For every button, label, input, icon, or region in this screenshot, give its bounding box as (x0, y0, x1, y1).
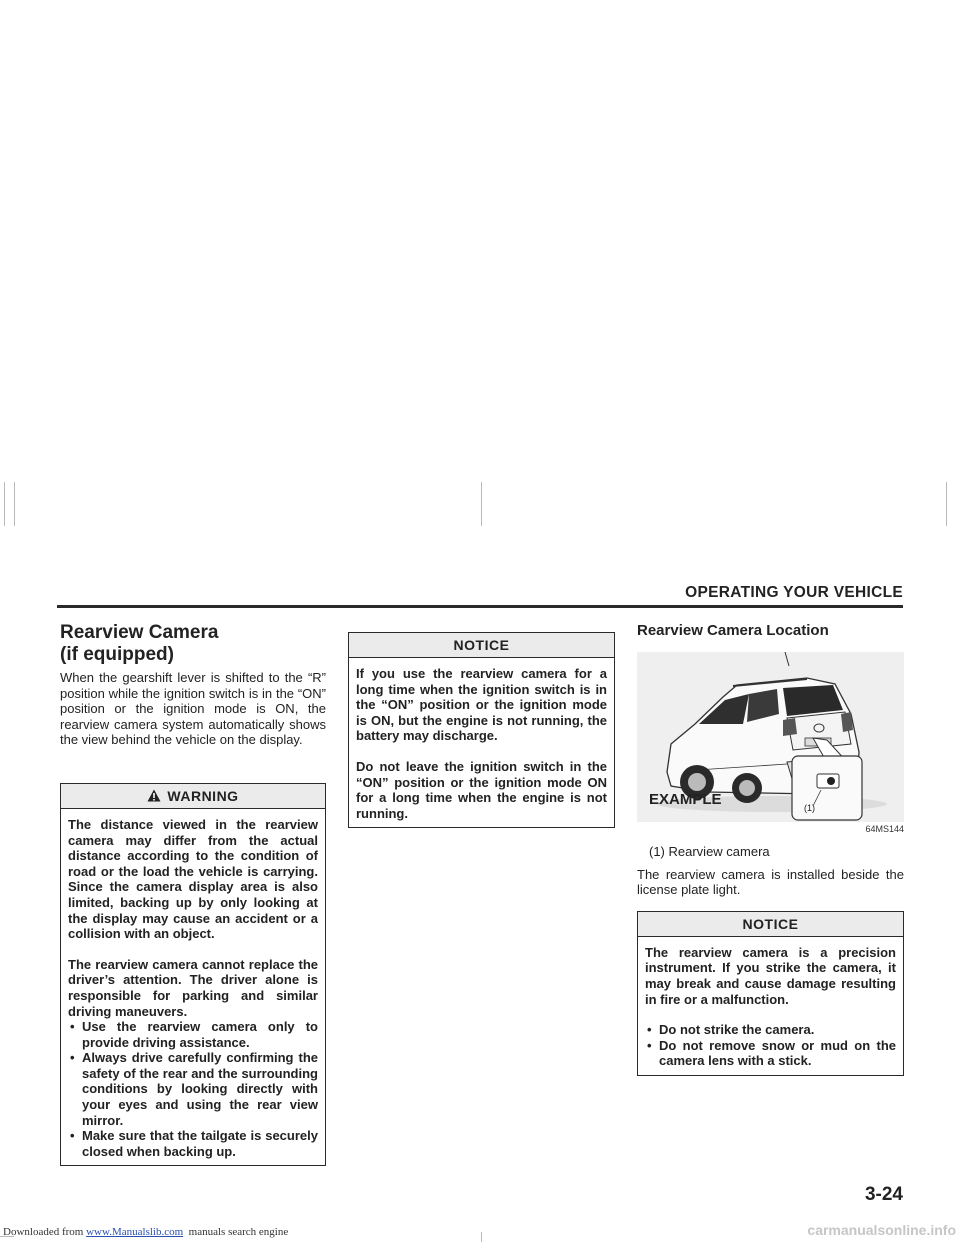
location-paragraph: The rearview camera is installed beside the license plate light. (637, 866, 904, 898)
crop-mark (481, 482, 482, 526)
watermark: carmanualsonline.info (807, 1222, 956, 1238)
warning-body (61, 809, 325, 1165)
warning-list (68, 1019, 318, 1159)
list-item: • Do not remove snow or mud on the camera lens with a stick. (645, 1038, 896, 1069)
notice-label: NOTICE (453, 637, 510, 653)
notice-box-2 (637, 911, 904, 1076)
download-suffix: manuals search engine (183, 1226, 289, 1238)
notice-paragraph: Do not leave the ignition switch in the “ON” position or the ignition mode ON for a long time when the engine is not running. (356, 758, 607, 821)
notice-box (348, 632, 615, 828)
column-right (637, 620, 904, 1076)
warning-paragraph: The distance viewed in the rearview camera may differ from the actual distance according to the condition of road or the load the vehicle is carrying. Since the camera display area is also limited, backing up by only looking at the display may cause an accident or a collision with an object. (68, 816, 318, 942)
list-item: • Make sure that the tailgate is securely closed when backing up. (68, 1128, 318, 1159)
page-number: 3-24 (864, 1184, 903, 1205)
warning-triangle-icon (147, 789, 161, 802)
column-left (60, 620, 326, 1166)
page-title (60, 622, 326, 666)
crop-mark (14, 482, 15, 526)
section-title: OPERATING YOUR VEHICLE (685, 584, 903, 601)
notice-list (645, 1022, 896, 1069)
download-credit (3, 1226, 288, 1238)
notice-paragraph: If you use the rearview camera for a long time when the ignition switch is in the “ON” position or the ignition mode is ON, but the engine is not running, the battery may discharge. (356, 666, 607, 744)
title-line-2: (if equipped) (60, 644, 174, 665)
list-item: • Do not strike the camera. (645, 1022, 896, 1038)
notice-header (638, 912, 903, 937)
crop-mark (4, 482, 5, 526)
notice-paragraph: The rearview camera is a precision instrument. If you strike the camera, it may break and cause damage resulting in fire or a malfunction. (645, 944, 896, 1007)
notice-body (349, 658, 614, 827)
download-prefix: Downloaded from (3, 1226, 87, 1238)
crop-mark (481, 1232, 482, 1242)
list-item: • Always drive carefully confirming the safety of the rear and the surrounding conditions by looking directly with your eyes and using the rear view mirror. (68, 1050, 318, 1128)
title-line-1: Rearview Camera (60, 622, 219, 643)
notice-label: NOTICE (742, 915, 799, 932)
warning-box (60, 783, 326, 1166)
camera-location-figure (637, 652, 904, 822)
crop-mark (946, 482, 947, 526)
manualslib-link[interactable]: www.Manualslib.com (86, 1226, 184, 1238)
warning-header (61, 784, 325, 809)
warning-label: WARNING (167, 787, 239, 804)
column-middle (348, 632, 615, 828)
example-label: EXAMPLE (649, 791, 722, 808)
callout-label: (1) (804, 803, 815, 813)
list-item: • Use the rearview camera only to provide driving assistance. (68, 1019, 318, 1050)
notice-body (638, 937, 903, 1075)
warning-paragraph: The rearview camera cannot replace the driver’s attention. The driver alone is responsible for parking and similar driving maneuvers. (68, 956, 318, 1019)
header-rule (57, 605, 903, 608)
section-subtitle: Rearview Camera Location (637, 622, 829, 639)
figure-caption: (1) Rearview camera (649, 844, 770, 859)
intro-paragraph: When the gearshift lever is shifted to the “R” position while the ignition switch is in the “ON” position or the ignition mode is ON, the rearview camera system automatically shows the view behind the vehicle on the display. (60, 670, 326, 748)
figure-code: 64MS144 (865, 824, 904, 834)
notice-header (349, 633, 614, 658)
